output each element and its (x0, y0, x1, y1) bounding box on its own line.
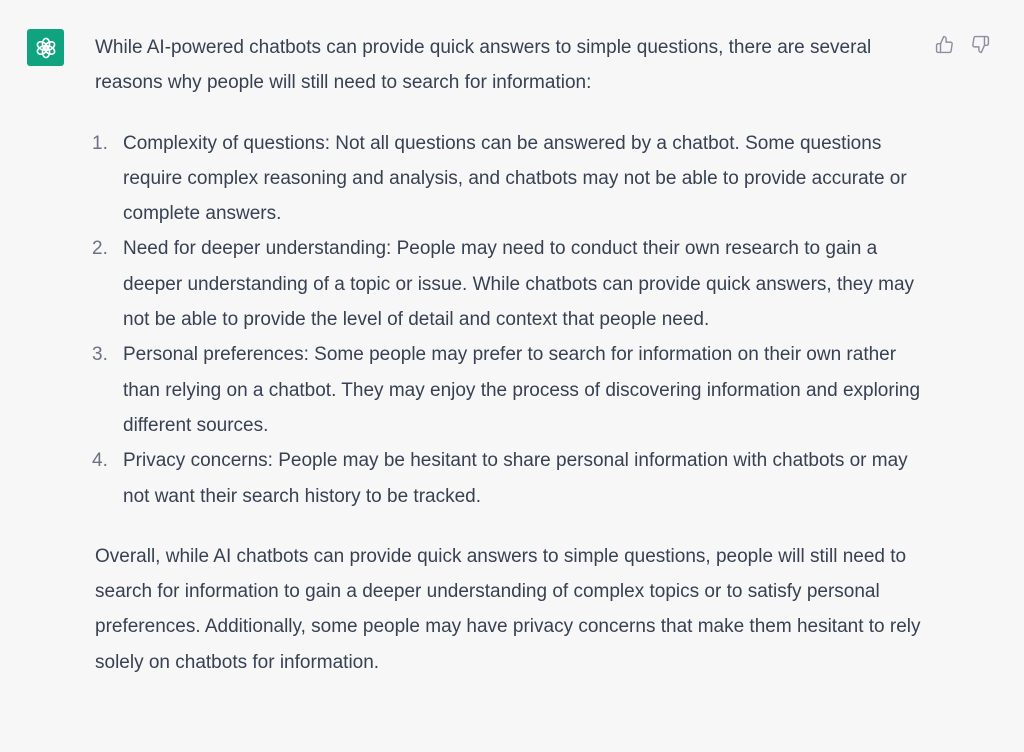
list-item (92, 443, 925, 514)
message-conclusion: Overall, while AI chatbots can provide quick answers to simple questions, people will still need to search for information to gain a deeper understanding of complex topics or to satisfy personal preferences. Additionally, some people may have privacy concerns that make them hesitant to rely solely on chatbots for information. (95, 545, 921, 673)
assistant-message (92, 30, 925, 680)
reasons-list (92, 126, 925, 514)
list-item-text: Complexity of questions: Not all questions can be answered by a chatbot. Some questions require complex reasoning and analysis, and chatbots may not be able to provide accurate or complete answers. (123, 132, 907, 225)
list-item-number: 1. (92, 132, 108, 154)
thumbs-down-button[interactable] (968, 32, 992, 56)
list-item (92, 337, 925, 443)
feedback-controls (932, 32, 992, 56)
thumbs-up-button[interactable] (932, 32, 956, 56)
message-intro: While AI-powered chatbots can provide quick answers to simple questions, there are several reasons why people will still need to search for information: (95, 37, 872, 94)
list-item (92, 231, 925, 337)
openai-logo-icon (33, 35, 59, 61)
list-item-number: 4. (92, 450, 108, 472)
list-item-text: Privacy concerns: People may be hesitant to share personal information with chatbots or may not want their search history to be tracked. (123, 450, 908, 507)
list-item-text: Personal preferences: Some people may prefer to search for information on their own rather than relying on a chatbot. They may enjoy the process of discovering information and exploring different sources. (123, 344, 921, 436)
assistant-avatar (27, 29, 64, 66)
thumbs-up-icon (935, 35, 954, 54)
list-item-text: Need for deeper understanding: People may need to conduct their own research to gain a deeper understanding of a topic or issue. While chatbots can provide quick answers, they may not be able to provide the level of detail and context that people need. (123, 238, 915, 331)
thumbs-down-icon (971, 35, 990, 54)
list-item (92, 126, 925, 232)
list-item-number: 3. (92, 344, 108, 366)
list-item-number: 2. (92, 238, 108, 260)
